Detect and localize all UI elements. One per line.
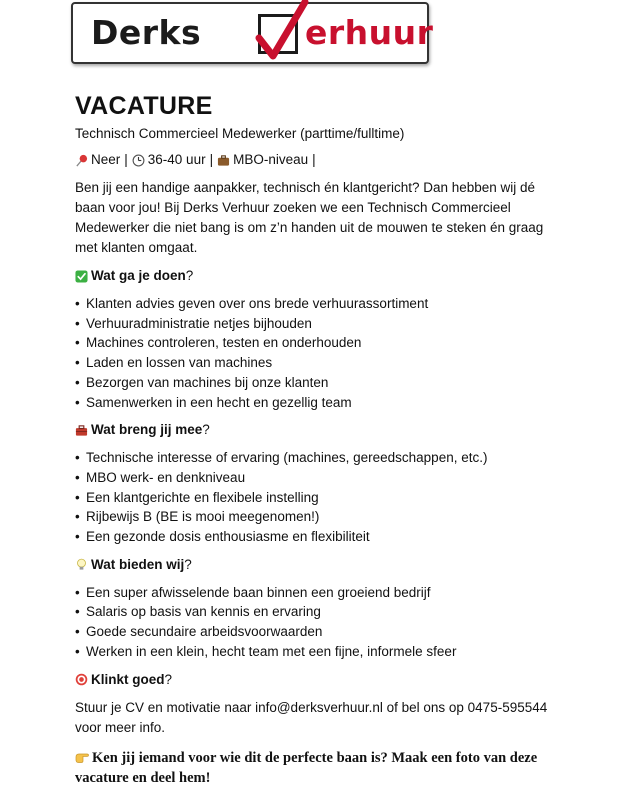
list-item: • Werken in een klein, hecht team met een fijne, informele sfeer: [75, 642, 565, 662]
job-location: Neer: [91, 152, 121, 167]
job-meta: [75, 151, 565, 169]
requirements-list: [75, 448, 565, 547]
list-item: • Bezorgen van machines bij onze klanten: [75, 373, 565, 393]
list-item: • Klanten advies geven over ons brede verhuurassortiment: [75, 294, 565, 314]
heading-suffix: ?: [184, 556, 192, 572]
section-title-offer: [75, 555, 565, 575]
tasks-list: [75, 294, 565, 412]
section-heading: Wat breng jij mee: [91, 422, 203, 438]
heading-suffix: ?: [185, 268, 194, 283]
briefcase-icon: [217, 154, 230, 167]
job-subtitle: Technisch Commercieel Medewerker (parttime/fulltime): [75, 126, 405, 141]
contact-paragraph: Stuur je CV en motivatie naar info@derksverhuur.nl of bel ons op 0475-595544 voor meer info.: [75, 699, 548, 735]
section-title-requirements: [75, 420, 565, 440]
list-item: • Technische interesse of ervaring (machines, gereedschappen, etc.): [75, 448, 565, 468]
page-title: VACATURE: [75, 92, 213, 120]
lightbulb-icon: [75, 558, 88, 571]
logo-word-erhuur: erhuur: [305, 13, 434, 52]
section-heading: Klinkt goed: [91, 671, 165, 687]
list-item: • Een super afwisselende baan binnen een groeiend bedrijf: [75, 583, 565, 603]
share-callout: [75, 748, 565, 788]
meta-separator: |: [124, 152, 128, 167]
job-level: MBO-niveau: [233, 152, 309, 167]
list-item: • Een gezonde dosis enthousiasme en flexibiliteit: [75, 527, 565, 547]
derks-verhuur-logo: [71, 2, 434, 64]
heading-suffix: ?: [164, 671, 173, 687]
offer-list: [75, 583, 565, 662]
list-item: • Een klantgerichte en flexibele instelling: [75, 488, 565, 508]
vacancy-content: [75, 90, 565, 788]
list-item: • Verhuuradministratie netjes bijhouden: [75, 314, 565, 334]
section-heading: Wat bieden wij: [91, 556, 185, 572]
pointing-hand-icon: [75, 750, 89, 764]
clock-icon: [132, 154, 145, 167]
list-item: • MBO werk- en denkniveau: [75, 468, 565, 488]
section-title-tasks: [75, 266, 565, 286]
check-mark-logo-icon: [251, 0, 311, 64]
meta-separator: |: [209, 152, 214, 167]
toolbox-icon: [75, 424, 88, 437]
check-mark-icon: [75, 270, 88, 283]
section-heading: Wat ga je doen: [91, 268, 186, 283]
target-icon: [75, 673, 88, 686]
list-item: • Rijbewijs B (BE is mooi meegenomen!): [75, 507, 565, 527]
list-item: • Goede secundaire arbeidsvoorwaarden: [75, 622, 565, 642]
logo-word-derks: Derks: [91, 13, 202, 52]
list-item: • Salaris op basis van kennis en ervaring: [75, 602, 565, 622]
intro-paragraph: Ben jij een handige aanpakker, technisch én klantgericht? Dan hebben wij dé baan voor jou! Bij Derks Verhuur zoeken we een Technisch Commercieel Medewerker die niet bang is om z’n handen uit de mouwen te steken én graag met klanten omgaat.: [75, 180, 544, 255]
list-item: • Laden en lossen van machines: [75, 353, 565, 373]
pin-icon: [75, 154, 88, 167]
list-item: • Samenwerken in een hecht en gezellig team: [75, 393, 565, 413]
section-title-cta: [75, 670, 565, 690]
job-hours: 36-40 uur: [147, 152, 206, 167]
share-text: Ken jij iemand voor wie dit de perfecte baan is? Maak een foto van deze vacature en deel hem!: [75, 749, 538, 786]
heading-suffix: ?: [202, 422, 210, 438]
meta-separator: |: [312, 152, 316, 167]
list-item: • Machines controleren, testen en onderhouden: [75, 333, 565, 353]
